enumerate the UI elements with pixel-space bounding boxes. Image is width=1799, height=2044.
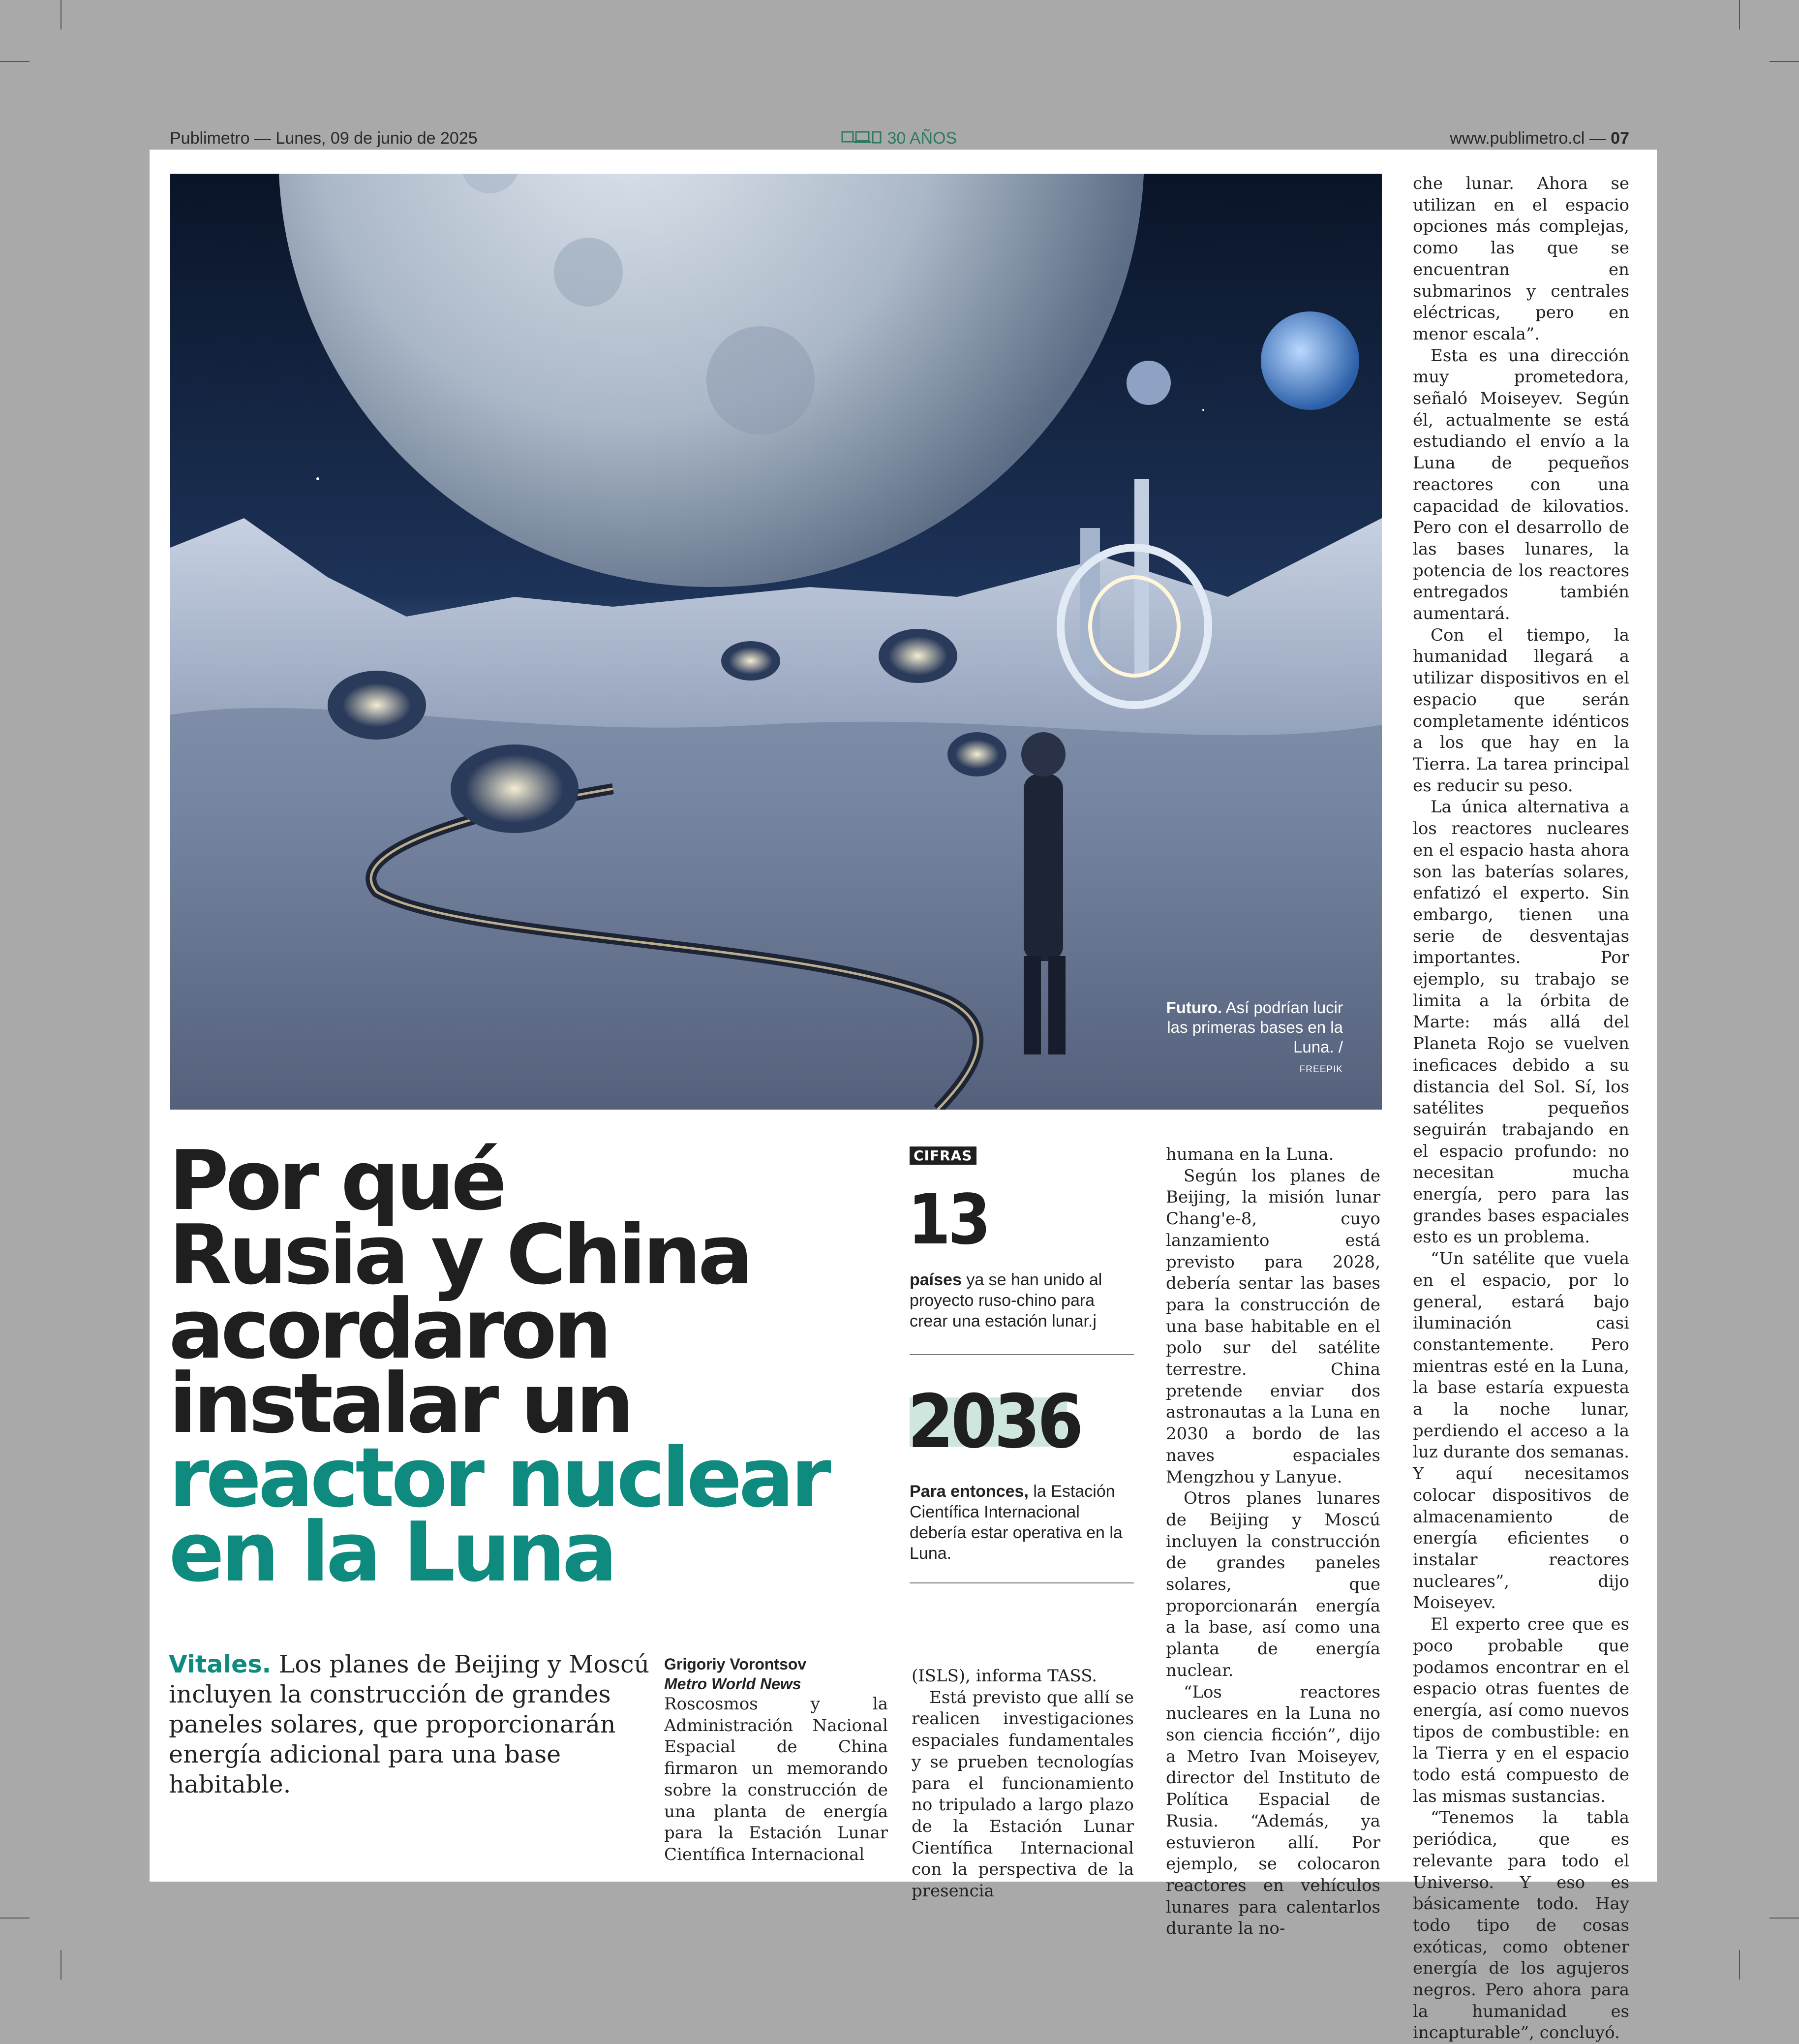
lead-deck: [169, 1649, 651, 1799]
headline-line: Rusia y China: [169, 1208, 750, 1303]
photo-credit: FREEPIK: [1299, 1064, 1343, 1075]
divider: [910, 1582, 1134, 1583]
article-paragraph: Esta es una dirección muy prometedora, señaló Moiseyev. Según él, actualmente se está estudiando el envío a la Luna de pequeños reactores con una capacidad de kilovatios. Pero con el desarrollo de las bases lunares, la potencia de los reactores entregados también aumentará.: [1413, 345, 1629, 624]
article-paragraph: Roscosmos y la Administración Nacional Espacial de China firmaron un memorando sobre la construcción de una planta de energía para la Estación Lunar Científica Internacional: [664, 1694, 888, 1864]
stat-bold: Para entonces,: [910, 1482, 1029, 1501]
crop-mark: [1769, 1918, 1799, 1919]
crop-mark: [0, 61, 30, 62]
headline-line-highlight: en la Luna: [169, 1505, 614, 1600]
stat-number-13: 13: [908, 1180, 988, 1260]
headline-line: Por qué: [169, 1133, 504, 1229]
photo-caption: [1161, 998, 1343, 1080]
article-paragraph: Según los planes de Beijing, la misión lunar Chang'e-8, cuyo lanzamiento está previsto para 2028, debería sentar las bases para la construcción de una base habitable en el polo sur del satélite terrestre. China pretende enviar dos astronautas a la Luna en 2030 a bordo de las naves espaciales Mengzhou y Lanyue.: [1166, 1166, 1380, 1487]
headline: [169, 1133, 897, 1600]
article-paragraph: humana en la Luna.: [1166, 1145, 1334, 1164]
lunar-base-photo: [170, 174, 1382, 1110]
stat-text-13: países ya se han unido al proyecto ruso-chino para crear una estación lunar.j: [910, 1270, 1102, 1331]
header-site: www.publimetro.cl — 07: [1450, 129, 1629, 148]
article-column-3: [1166, 1144, 1380, 1940]
article-paragraph: El experto cree que es poco probable que podamos encontrar en el espacio otras fuentes de energía, así como nuevos tipos de combustible: en la Tierra y en el espacio todo está compuesto de las mismas sustancias.: [1413, 1614, 1629, 1806]
header-dateline: Publimetro — Lunes, 09 de junio de 2025: [170, 129, 478, 148]
stat-text-2036: Para entonces, la Estación Científica Internacional debería estar operativa en la Luna.: [910, 1482, 1123, 1563]
devices-icon: [841, 130, 883, 149]
headline-line: instalar un: [169, 1356, 631, 1452]
article-column-1: [664, 1654, 888, 1866]
article-paragraph: Está previsto que allí se realicen investigaciones espaciales fundamentales y se prueben tecnologías para el funcionamiento no tripulado a largo plazo de la Estación Lunar Científica Internacional con la perspectiva de la presencia: [912, 1687, 1134, 1901]
article-paragraph: che lunar. Ahora se utilizan en el espacio opciones más complejas, como las que se encuentran en submarinos y centrales eléctricas, pero en menor escala”.: [1413, 174, 1629, 344]
headline-line-highlight: reactor nuclear: [169, 1430, 828, 1526]
article-paragraph: “Tenemos la tabla periódica, que es relevante para todo el Universo. Y eso es básicamente todo. Hay todo tipo de cosas exóticas, como obtener energía de los agujeros negros. Pero ahora para la humanidad es incapturable”, concluyó.: [1413, 1808, 1629, 2043]
caption-text: Así podrían lucir las primeras bases en la Luna. /: [1167, 998, 1343, 1056]
article-paragraph: Otros planes lunares de Beijing y Moscú incluyen la construcción de grandes paneles solares, que proporcionarán energía a la base, así como una planta de energía nuclear.: [1166, 1488, 1380, 1680]
byline-outlet: Metro World News: [664, 1675, 801, 1693]
headline-line: acordaron: [169, 1282, 609, 1377]
lead-text: Los planes de Beijing y Moscú incluyen la construcción de grandes paneles solares, que proporcionarán energía adicional para una base habitable.: [169, 1650, 650, 1798]
byline-author: Grigoriy Vorontsov: [664, 1655, 807, 1673]
article-paragraph: Con el tiempo, la humanidad llegará a utilizar dispositivos en el espacio que serán completamente idénticos a los que hay en la Tierra. La tarea principal es reducir su peso.: [1413, 625, 1629, 796]
article-paragraph: “Los reactores nucleares en la Luna no son ciencia ficción”, dijo a Metro Ivan Moiseyev, director del Instituto de Política Espacial de Rusia. “Además, ya estuvieron allí. Por ejemplo, se colocaron reactores en vehículos lunares para calentarlos durante la no-: [1166, 1682, 1380, 1939]
crop-mark: [1769, 61, 1799, 62]
lead-kicker: Vitales.: [169, 1650, 272, 1678]
page-number: 07: [1611, 129, 1629, 148]
article-column-2: [912, 1666, 1134, 1902]
anniversary-badge: 30 AÑOS: [841, 129, 957, 149]
cifras-tag: CIFRAS: [910, 1146, 976, 1165]
crop-mark: [1739, 0, 1740, 30]
crop-mark: [0, 1918, 30, 1919]
stat-number-2036: 2036: [908, 1379, 1081, 1465]
article-paragraph: (ISLS), informa TASS.: [912, 1666, 1098, 1686]
stat-bold: países: [910, 1270, 962, 1289]
caption-kicker: Futuro.: [1166, 998, 1222, 1017]
divider: [910, 1354, 1134, 1355]
article-column-4: [1413, 173, 1629, 2044]
crop-mark: [1739, 1950, 1740, 1980]
article-paragraph: “Un satélite que vuela en el espacio, por lo general, estará bajo iluminación casi constantemente. Pero mientras esté en la Luna, la base estaría expuesta a la noche lunar, perdiendo el acceso a la luz durante dos semanas. Y aquí necesitamos colocar dispositivos de almacenamiento de energía eficientes o instalar reactores nucleares”, dijo Moiseyev.: [1413, 1249, 1629, 1613]
article-paragraph: La única alternativa a los reactores nucleares en el espacio hasta ahora son las baterías solares, enfatizó el experto. Sin embargo, tienen una serie de desventajas importantes. Por ejemplo, su trabajo se limita a la órbita de Marte: más allá del Planeta Rojo se vuelven ineficaces debido a su distancia del Sol. Sí, los satélites pequeños seguirán trabajando en el espacio profundo: no necesitan mucha energía, pero para las grandes bases espaciales esto es un problema.: [1413, 797, 1629, 1247]
